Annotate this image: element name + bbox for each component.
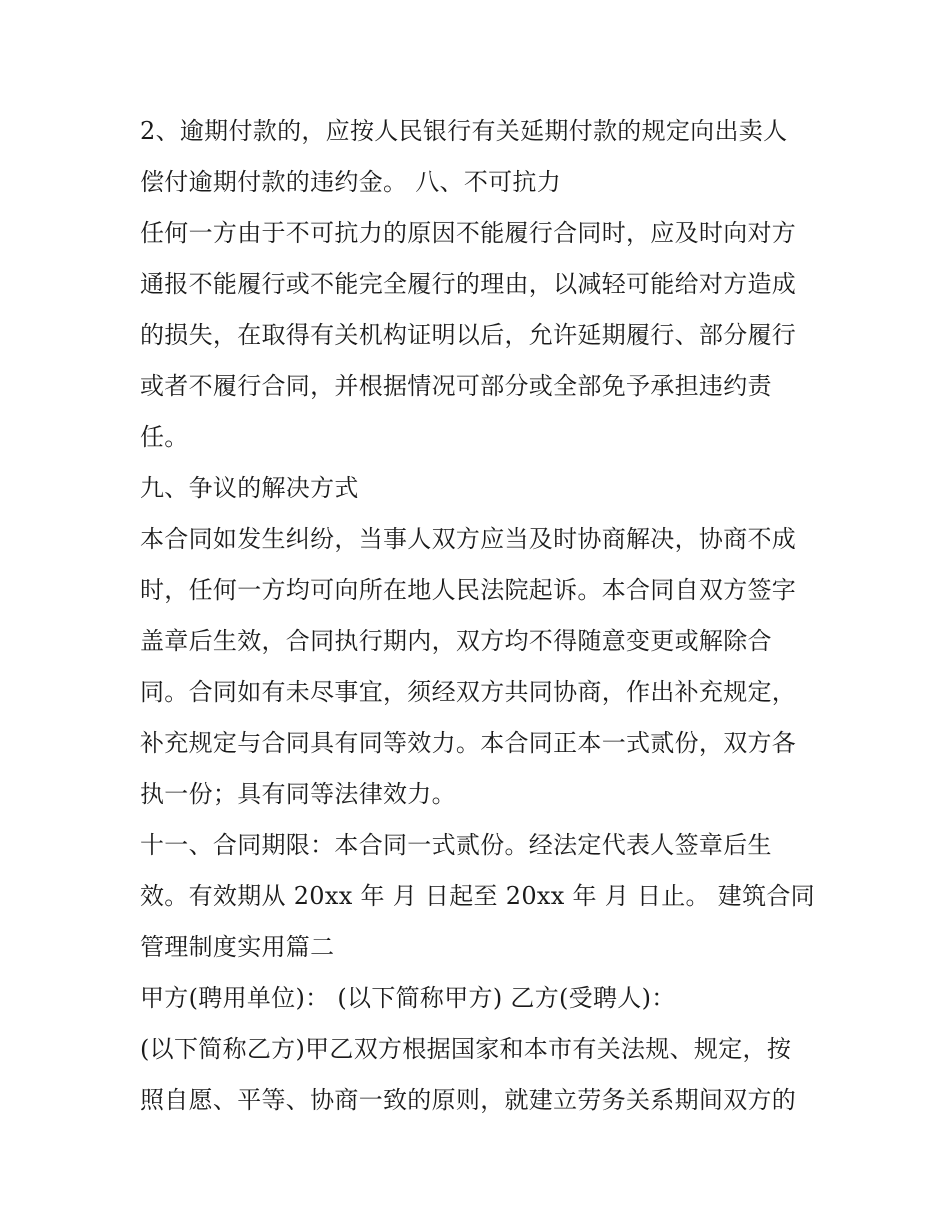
document-body	[140, 106, 840, 1126]
text-line: 效。有效期从 20xx 年 月 日起至 20xx 年 月 日止。 建筑合同	[140, 882, 815, 910]
text-line: 时，任何一方均可向所在地人民法院起诉。本合同自双方签字	[140, 576, 797, 604]
text-line: 执一份；具有同等法律效力。	[140, 780, 456, 808]
text-line: 的损失，在取得有关机构证明以后，允许延期履行、部分履行	[140, 321, 797, 349]
section-heading: 管理制度实用篇二	[140, 933, 335, 961]
text-line: 通报不能履行或不能完全履行的理由，以减轻可能给对方造成	[140, 270, 797, 298]
text-line: 十一、合同期限：本合同一式贰份。经法定代表人签章后生	[140, 831, 772, 859]
text-line: 偿付逾期付款的违约金。 八、不可抗力	[140, 168, 562, 196]
text-line: 盖章后生效，合同执行期内，双方均不得随意变更或解除合	[140, 627, 772, 655]
text-line: (以下简称乙方)甲乙双方根据国家和本市有关法规、规定，按	[140, 1035, 792, 1063]
text-line: 照自愿、平等、协商一致的原则，就建立劳务关系期间双方的	[140, 1086, 797, 1114]
text-line: 同。合同如有未尽事宜，须经双方共同协商，作出补充规定，	[140, 678, 797, 706]
text-line: 甲方(聘用单位)： (以下简称甲方) 乙方(受聘人)：	[140, 984, 676, 1012]
text-line: 任。	[140, 423, 189, 451]
text-line: 2、逾期付款的，应按人民银行有关延期付款的规定向出卖人	[140, 117, 788, 145]
text-line: 任何一方由于不可抗力的原因不能履行合同时，应及时向对方	[140, 219, 797, 247]
text-line: 或者不履行合同，并根据情况可部分或全部免予承担违约责	[140, 372, 772, 400]
section-heading: 九、争议的解决方式	[140, 474, 359, 502]
text-line: 补充规定与合同具有同等效力。本合同正本一式贰份，双方各	[140, 729, 797, 757]
text-line: 本合同如发生纠纷，当事人双方应当及时协商解决，协商不成	[140, 525, 797, 553]
